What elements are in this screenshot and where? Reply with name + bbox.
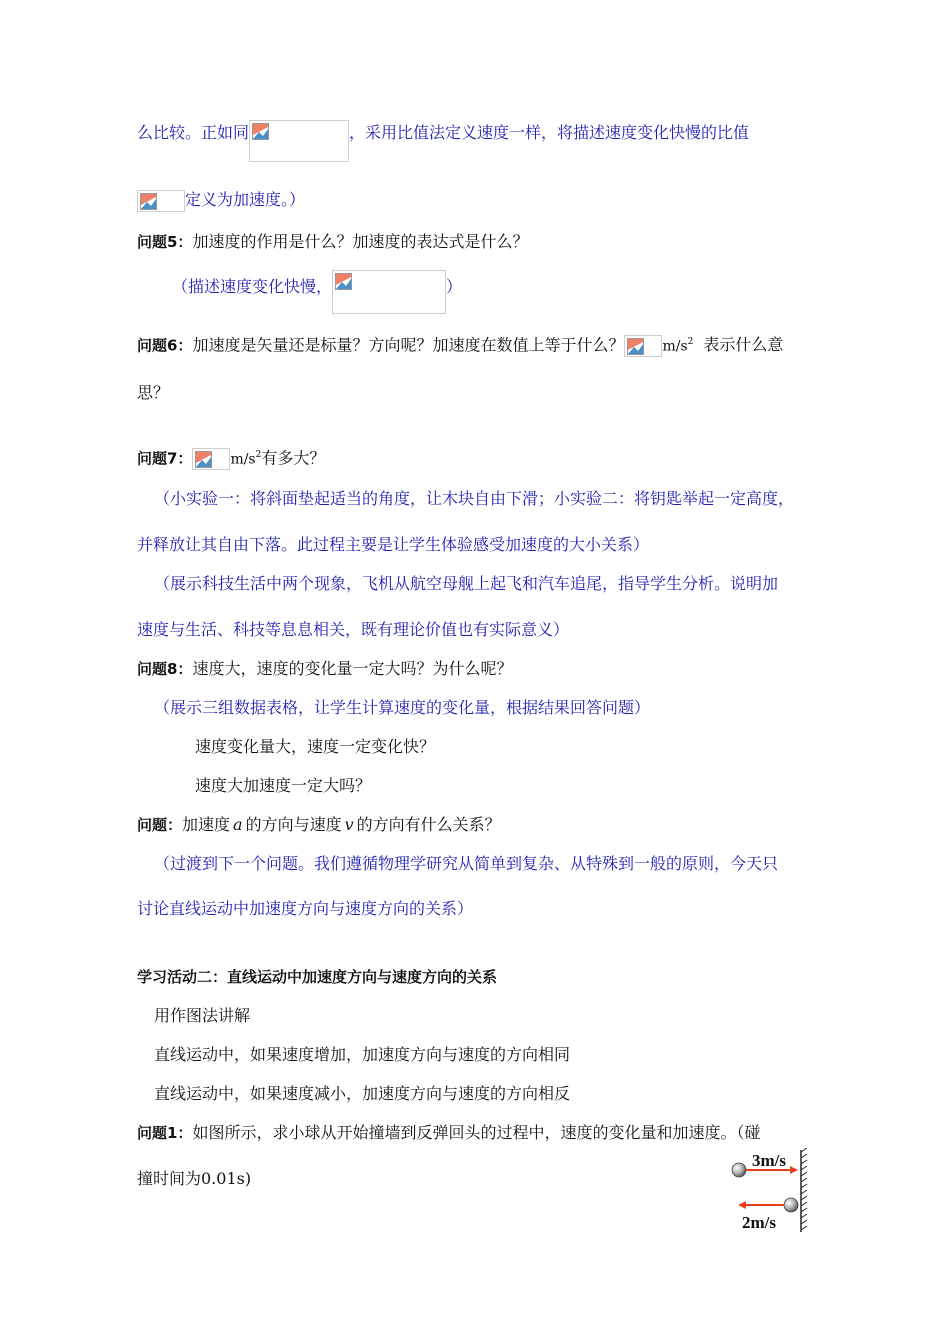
question-label: 问题7： <box>137 449 193 468</box>
question-8 <box>137 658 512 680</box>
answer-8-sub <box>195 775 371 797</box>
broken-image-icon <box>252 123 269 140</box>
unit: m/s <box>230 451 256 468</box>
text: （描述速度变化快慢， <box>172 277 333 296</box>
activity-line <box>154 1044 570 1066</box>
velocity-label-bottom: 2m/s <box>742 1213 776 1232</box>
question-text: 撞时间为0.01s) <box>137 1169 252 1188</box>
question-text: 思？ <box>137 383 170 402</box>
paragraph-line <box>137 122 749 162</box>
text: 么比较。正如同 <box>137 123 250 142</box>
text: ，采用比值法定义速度一样，将描述速度变化快慢的比值 <box>349 123 750 142</box>
answer-8-note <box>154 697 650 719</box>
question-label: 问题： <box>137 816 183 834</box>
question-1-cont <box>137 1168 251 1190</box>
text: 直线运动中，如果速度增加，加速度方向与速度的方向相同 <box>154 1045 571 1064</box>
text: （展示三组数据表格，让学生计算速度的变化量，根据结果回答问题） <box>154 698 651 717</box>
text: 速度大加速度一定大吗？ <box>195 776 372 795</box>
question-text: 加速度 <box>182 815 231 834</box>
transition-note <box>154 853 778 875</box>
question-text: 表示什么意 <box>703 335 784 355</box>
text: （小实验一：将斜面垫起适当的角度，让木块自由下滑；小实验二：将钥匙举起一定高度， <box>154 489 795 508</box>
text: 定义为加速度。） <box>185 190 306 209</box>
heading-text: 学习活动二：直线运动中加速度方向与速度方向的关系 <box>137 968 498 986</box>
question-text: 加速度的作用是什么？加速度的表达式是什么？ <box>192 232 529 251</box>
broken-image-icon <box>627 338 644 355</box>
text: 用作图法讲解 <box>154 1006 251 1025</box>
question-text: 的方向与速度 <box>245 815 342 834</box>
arrowhead-left <box>738 1201 746 1209</box>
text: 直线运动中，如果速度减小，加速度方向与速度的方向相反 <box>154 1084 571 1103</box>
velocity-label-top: 3m/s <box>752 1151 786 1170</box>
example-note <box>154 573 778 595</box>
question-label: 问题6： <box>137 336 193 355</box>
unit-exponent: 2 <box>255 450 262 460</box>
activity-line <box>154 1083 570 1105</box>
question-label: 问题1： <box>137 1124 193 1142</box>
question-1 <box>137 1122 760 1144</box>
question-label: 问题8： <box>137 660 193 678</box>
broken-image-icon <box>335 273 352 290</box>
experiment-note <box>137 534 649 556</box>
activity-line <box>154 1005 250 1027</box>
example-note <box>137 619 569 641</box>
question-label: 问题5： <box>137 233 193 251</box>
broken-image-placeholder <box>137 190 185 212</box>
broken-image-icon <box>140 193 157 210</box>
broken-image-placeholder <box>249 120 349 162</box>
section-heading <box>137 966 497 988</box>
question-direction <box>137 814 501 836</box>
question-7 <box>137 444 325 470</box>
broken-image-placeholder <box>192 448 230 470</box>
paragraph-line <box>137 189 305 212</box>
question-text: 速度大，速度的变化量一定大吗？为什么呢？ <box>192 659 513 678</box>
ball-rebound <box>784 1198 798 1212</box>
broken-image-placeholder <box>332 270 446 314</box>
question-text: 的方向有什么关系？ <box>356 815 501 834</box>
symbol-v: v <box>344 815 354 834</box>
text: 讨论直线运动中加速度方向与速度方向的关系） <box>137 899 474 918</box>
text: 并释放让其自由下落。此过程主要是让学生体验感受加速度的大小关系） <box>137 535 650 554</box>
transition-note <box>137 898 473 920</box>
question-6-cont <box>137 382 169 404</box>
question-text: 如图所示，求小球从开始撞墙到反弹回头的过程中，速度的变化量和加速度。（碰 <box>192 1123 761 1142</box>
unit-exponent: 2 <box>687 337 694 347</box>
question-6 <box>137 331 783 357</box>
unit: m/s <box>662 338 688 355</box>
answer-8-sub <box>195 736 435 758</box>
question-text: 加速度是矢量还是标量？方向呢？加速度在数值上等于什么？ <box>192 335 625 355</box>
answer-5 <box>172 276 462 314</box>
arrowhead-right <box>790 1166 798 1174</box>
symbol-a: a <box>233 815 243 834</box>
ball-incoming <box>732 1163 746 1177</box>
text: （过渡到下一个问题。我们遵循物理学研究从简单到复杂、从特殊到一般的原则，今天只 <box>154 854 779 873</box>
wall-hatch <box>801 1148 807 1230</box>
text: 速度与生活、科技等息息相关，既有理论价值也有实际意义） <box>137 620 570 639</box>
text: （展示科技生活中两个现象，飞机从航空母舰上起飞和汽车追尾，指导学生分析。说明加 <box>154 574 779 593</box>
text: 速度变化量大，速度一定变化快？ <box>195 737 436 756</box>
text: ） <box>446 277 463 296</box>
broken-image-placeholder <box>624 335 662 357</box>
ball-wall-figure <box>730 1148 820 1236</box>
broken-image-icon <box>195 451 212 468</box>
experiment-note <box>154 488 794 510</box>
question-text: 有多大？ <box>261 448 326 468</box>
question-5 <box>137 231 528 253</box>
